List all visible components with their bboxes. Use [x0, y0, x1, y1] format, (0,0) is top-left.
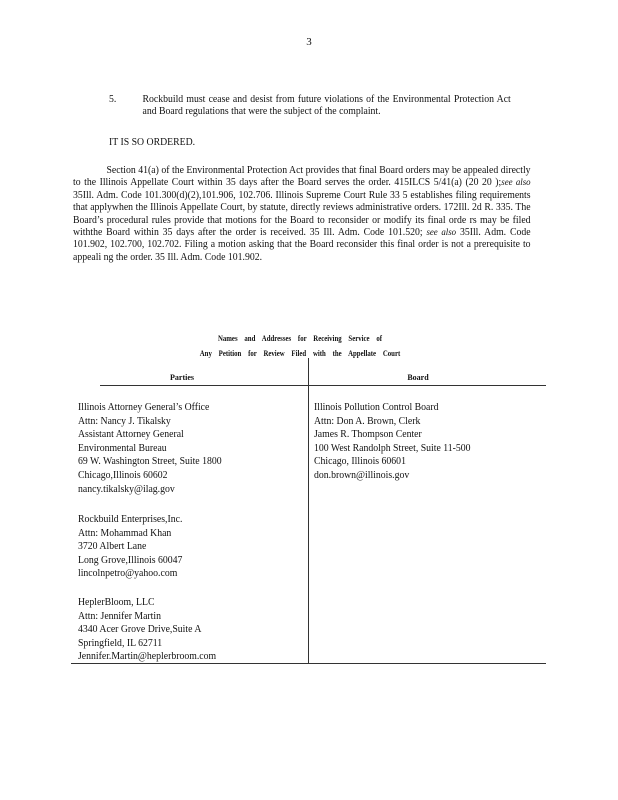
party-rockbuild	[78, 513, 182, 581]
party-heplerbloom	[78, 596, 216, 664]
address-line: Attn: Nancy J. Tikalsky	[78, 415, 171, 427]
address-line: Attn: Mohammad Khan	[78, 527, 172, 539]
address-line: Environmental Bureau	[78, 442, 167, 454]
page-number: 3	[306, 36, 312, 48]
service-table	[71, 358, 546, 664]
address-line: 4340 Acer Grove Drive,Suite A	[78, 624, 202, 636]
address-line: Attn: Jennifer Martin	[78, 610, 161, 622]
address-line: HeplerBloom, LLC	[78, 597, 155, 608]
item-text: Rockbuild must cease and desist from future violations of the Environmental Protection Act and Board regulations that were the subject of the complaint.	[142, 94, 511, 118]
address-line: Chicago, Illinois 60601	[314, 456, 406, 468]
service-title-line-2: Any Petition for Review Filed with the Appellate Court	[199, 349, 401, 358]
address-line: Illinois Pollution Control Board	[314, 402, 439, 413]
item-number: 5.	[109, 94, 117, 105]
address-line: James R. Thompson Center	[314, 429, 422, 441]
address-line: Assistant Attorney General	[78, 429, 184, 441]
email-link[interactable]: lincolnpetro@yahoo.com	[78, 568, 178, 580]
address-line: Rockbuild Enterprises,Inc.	[78, 514, 183, 525]
address-line: Springfield, IL 62711	[78, 637, 163, 649]
address-line: 69 W. Washington Street, Suite 1800	[78, 456, 222, 468]
service-table-title	[173, 331, 428, 361]
service-title-line-1: Names and Addresses for Receiving Service of	[217, 334, 383, 343]
party-ag-office	[78, 401, 222, 496]
address-line: 100 West Randolph Street, Suite 11-500	[314, 442, 471, 454]
section-41-paragraph	[73, 165, 531, 264]
email-link[interactable]: don.brown@illinois.gov	[314, 469, 410, 481]
parties-header: Parties	[170, 373, 194, 382]
section-text-1: Section 41(a) of the Environmental Protection Act provides that final Board orders may be appealed directly to the Illinois Appellate Court within 35 days after the Board serves the order. 415ILCS 5/41(a) (20 20 );	[73, 165, 531, 189]
board-address	[314, 401, 471, 483]
email-link[interactable]: nancy.tikalsky@ilag.gov	[78, 483, 175, 495]
address-line: 3720 Albert Lane	[78, 541, 147, 553]
board-header: Board	[407, 373, 429, 382]
header-divider	[100, 385, 546, 386]
column-divider	[308, 358, 309, 664]
so-ordered: IT IS SO ORDERED.	[109, 137, 196, 148]
see-also-2: see also	[426, 228, 457, 239]
email-link[interactable]: Jennifer.Martin@heplerbroom.com	[78, 651, 217, 663]
address-line: Attn: Don A. Brown, Clerk	[314, 415, 421, 427]
section-text-2: 35Ill. Adm. Code 101.300(d)(2),101.906, 102.706. Illinois Supreme Court Rule 33 5 establishes filing requirements that applywhen the Illinois Appellate Court, by statute, directly reviews administrative orders. 172Ill. 2d R. 335. The Board’s procedural rules provide that motions for the Board to reconsider or modify its final orde rs may be filed withthe Board within 35 days after the order is received. 35 Ill. Adm. Code 101.520;	[73, 189, 531, 239]
see-also-1: see also	[501, 178, 531, 189]
address-line: Long Grove,Illinois 60047	[78, 554, 183, 566]
address-line: Chicago,Illinois 60602	[78, 469, 168, 481]
section-text-3: 35Ill. Adm. Code 101.902, 102.700, 102.702. Filing a motion asking that the Board reconsider this final order is not a prerequisite to appeali ng the order. 35 Ill. Adm. Code 101.902.	[73, 227, 531, 263]
address-line: Illinois Attorney General’s Office	[78, 402, 210, 413]
